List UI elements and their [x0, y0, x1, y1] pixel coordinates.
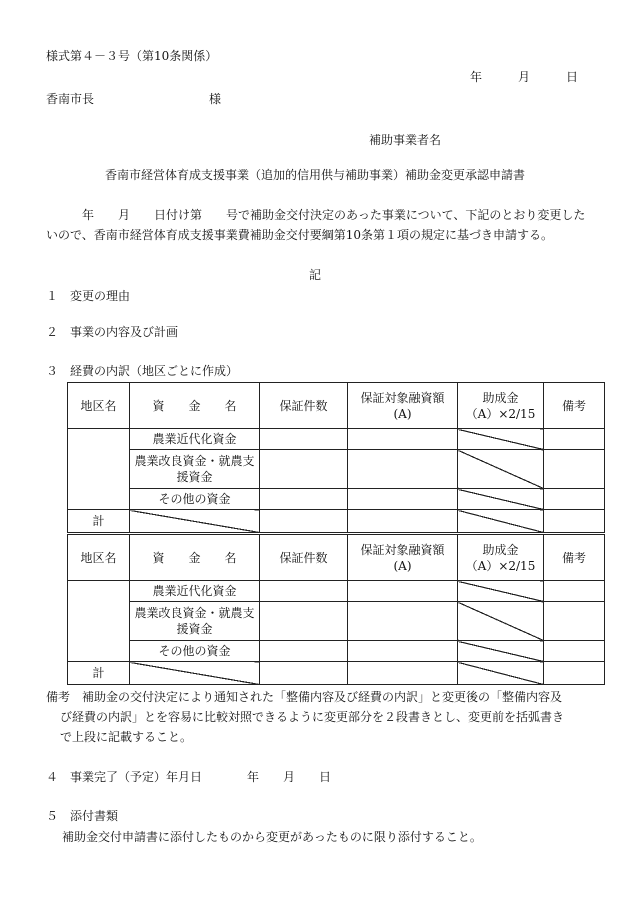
addressee: 香南市長	[46, 92, 95, 106]
fund-row-label: 農業近代化資金	[130, 429, 260, 450]
subsidy-cell	[458, 581, 544, 602]
document-title: 香南市経営体育成支援事業（追加的信用供与補助事業）補助金変更承認申請書	[104, 168, 525, 182]
item-2: ２ 事業の内容及び計画	[46, 325, 179, 339]
total-fund-cell	[130, 662, 260, 685]
fund-row-label: 農業近代化資金	[130, 581, 260, 602]
covered-amount-cell	[348, 450, 458, 489]
honorific: 様	[209, 92, 222, 106]
header-covered-amount-line2: (A)	[393, 558, 412, 573]
header-district: 地区名	[68, 535, 130, 581]
fund-row-label	[130, 450, 260, 489]
fund-label-line1: 農業改良資金・就農支	[134, 454, 255, 468]
note-line-2: び経費の内訳」とを容易に比較対照できるように変更部分を２段書きとし、変更前を括弧書き	[60, 710, 565, 724]
item-1: １ 変更の理由	[46, 289, 131, 303]
item-4: ４ 事業完了（予定）年月日	[46, 770, 203, 784]
total-remarks	[544, 662, 605, 685]
total-covered-amount	[348, 510, 458, 533]
guarantee-count-cell	[260, 429, 348, 450]
header-covered-amount-line2: (A)	[393, 406, 412, 421]
item-5-text: 補助金交付申請書に添付したものから変更があったものに限り添付すること。	[62, 830, 482, 844]
ki-marker: 記	[308, 268, 321, 282]
subsidy-cell	[458, 450, 544, 489]
header-covered-amount	[348, 383, 458, 429]
fund-row-label: その他の資金	[130, 489, 260, 510]
remarks-cell	[544, 581, 605, 602]
date-line: 年 月 日	[470, 70, 579, 84]
remarks-cell	[544, 429, 605, 450]
form-number: 様式第４－３号（第10条関係）	[46, 49, 218, 63]
guarantee-count-cell	[260, 450, 348, 489]
fund-row-label: その他の資金	[130, 641, 260, 662]
remarks-note	[46, 687, 606, 747]
district-cell	[68, 581, 130, 662]
note-line-3: で上段に記載すること。	[60, 730, 193, 744]
remarks-cell	[544, 602, 605, 641]
guarantee-count-cell	[260, 581, 348, 602]
item-3: ３ 経費の内訳（地区ごとに作成）	[46, 364, 239, 378]
subsidy-cell	[458, 429, 544, 450]
header-subsidy	[458, 383, 544, 429]
subsidy-cell	[458, 641, 544, 662]
total-guarantee-count	[260, 510, 348, 533]
header-subsidy-line2: （A）×2/15	[465, 406, 536, 421]
total-fund-cell	[130, 510, 260, 533]
item-5: ５ 添付書類	[46, 809, 119, 823]
guarantee-count-cell	[260, 602, 348, 641]
header-guarantee-count: 保証件数	[260, 383, 348, 429]
subsidy-cell	[458, 602, 544, 641]
total-subsidy	[458, 662, 544, 685]
total-label: 計	[68, 510, 130, 533]
body-text: 年 月 日付け第 号で補助金交付決定のあった事業について、下記のとおり変更したいので、香南市経営体育成支援事業費補助金交付要綱第10条第１項の規定に基づき申請する。	[46, 208, 586, 242]
total-remarks	[544, 510, 605, 533]
guarantee-count-cell	[260, 641, 348, 662]
applicant-label: 補助事業者名	[369, 133, 442, 147]
header-subsidy-line1: 助成金	[482, 390, 519, 405]
header-covered-amount-line1: 保証対象融資額	[360, 542, 445, 557]
remarks-cell	[544, 641, 605, 662]
header-subsidy	[458, 535, 544, 581]
header-fund-name: 資 金 名	[130, 383, 260, 429]
covered-amount-cell	[348, 602, 458, 641]
header-subsidy-line1: 助成金	[482, 542, 519, 557]
district-cell	[68, 429, 130, 510]
fund-label-line2: 援資金	[176, 622, 213, 636]
header-covered-amount	[348, 535, 458, 581]
header-remarks: 備考	[544, 383, 605, 429]
remarks-cell	[544, 489, 605, 510]
header-subsidy-line2: （A）×2/15	[465, 558, 536, 573]
total-guarantee-count	[260, 662, 348, 685]
header-covered-amount-line1: 保証対象融資額	[360, 390, 445, 405]
covered-amount-cell	[348, 489, 458, 510]
expense-table-2	[67, 534, 605, 685]
header-remarks: 備考	[544, 535, 605, 581]
guarantee-count-cell	[260, 489, 348, 510]
header-district: 地区名	[68, 383, 130, 429]
expense-table-1	[67, 382, 605, 533]
header-fund-name: 資 金 名	[130, 535, 260, 581]
item-4-date: 年 月 日	[247, 770, 332, 784]
note-line-1: 備考 補助金の交付決定により通知された「整備内容及び経費の内訳」と変更後の「整備内容及	[46, 690, 563, 704]
covered-amount-cell	[348, 641, 458, 662]
fund-label-line1: 農業改良資金・就農支	[134, 606, 255, 620]
total-label: 計	[68, 662, 130, 685]
total-covered-amount	[348, 662, 458, 685]
covered-amount-cell	[348, 581, 458, 602]
header-guarantee-count: 保証件数	[260, 535, 348, 581]
covered-amount-cell	[348, 429, 458, 450]
total-subsidy	[458, 510, 544, 533]
fund-row-label	[130, 602, 260, 641]
fund-label-line2: 援資金	[176, 470, 213, 484]
subsidy-cell	[458, 489, 544, 510]
remarks-cell	[544, 450, 605, 489]
